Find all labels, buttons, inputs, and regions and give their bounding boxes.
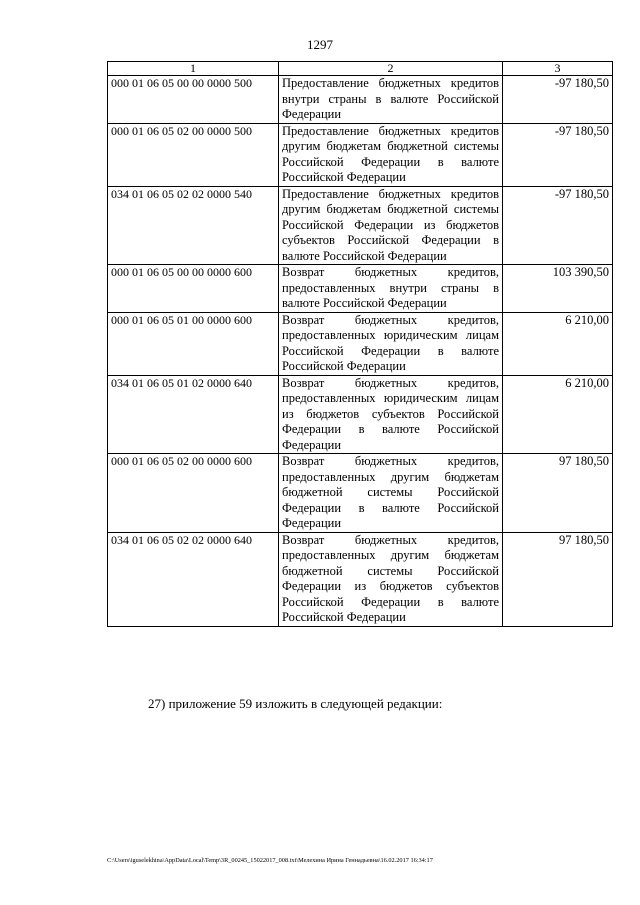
page-number: 1297 xyxy=(307,37,333,52)
item-amount: 6 210,00 xyxy=(503,312,613,375)
table-row xyxy=(108,532,613,626)
item-amount: -97 180,50 xyxy=(503,123,613,186)
item-name: Возврат бюджетных кредитов, предоставленных другим бюджетам бюджетной системы Российской Федерации из бюджетов субъектов Российской Федерации в валюте Российской Федерации xyxy=(279,532,503,626)
budget-code: 000 01 06 05 02 00 0000 500 xyxy=(108,123,279,186)
budget-code: 034 01 06 05 01 02 0000 640 xyxy=(108,375,279,454)
item-name: Предоставление бюджетных кредитов внутри страны в валюте Российской Федерации xyxy=(279,76,503,124)
budget-code: 034 01 06 05 02 02 0000 540 xyxy=(108,186,279,265)
table-row xyxy=(108,265,613,313)
column-header: 3 xyxy=(503,62,613,76)
column-header: 2 xyxy=(279,62,503,76)
item-name: Возврат бюджетных кредитов, предоставленных другим бюджетам бюджетной системы Российской Федерации в валюте Российской Федерации xyxy=(279,454,503,533)
budget-code: 034 01 06 05 02 02 0000 640 xyxy=(108,532,279,626)
budget-code: 000 01 06 05 00 00 0000 500 xyxy=(108,76,279,124)
item-name: Предоставление бюджетных кредитов другим бюджетам бюджетной системы Российской Федерации в валюте Российской Федерации xyxy=(279,123,503,186)
column-header: 1 xyxy=(108,62,279,76)
table-row xyxy=(108,186,613,265)
budget-code: 000 01 06 05 02 00 0000 600 xyxy=(108,454,279,533)
item-amount: 97 180,50 xyxy=(503,532,613,626)
budget-code: 000 01 06 05 00 00 0000 600 xyxy=(108,265,279,313)
item-amount: 103 390,50 xyxy=(503,265,613,313)
footer-file-path: C:\Users\iguselekhina\AppData\Local\Temp\3R_00245_15022017_008.txt\Мелехина Ирина Геннадьевна\16.02.2017 16:34:17 xyxy=(107,857,433,864)
table-header-row xyxy=(108,62,613,76)
table-row xyxy=(108,123,613,186)
item-amount: -97 180,50 xyxy=(503,76,613,124)
item-amount: 6 210,00 xyxy=(503,375,613,454)
item-name: Возврат бюджетных кредитов, предоставленных юридическим лицам Российской Федерации в валюте Российской Федерации xyxy=(279,312,503,375)
item-name: Возврат бюджетных кредитов, предоставленных внутри страны в валюте Российской Федерации xyxy=(279,265,503,313)
table-row xyxy=(108,312,613,375)
table-row xyxy=(108,76,613,124)
budget-sources-table xyxy=(107,61,613,627)
amendment-instruction: 27) приложение 59 изложить в следующей редакции: xyxy=(148,696,443,711)
item-name: Возврат бюджетных кредитов, предоставленных юридическим лицам из бюджетов субъектов Российской Федерации в валюте Российской Федерации xyxy=(279,375,503,454)
item-name: Предоставление бюджетных кредитов другим бюджетам бюджетной системы Российской Федерации из бюджетов субъектов Российской Федерации в валюте Российской Федерации xyxy=(279,186,503,265)
item-amount: 97 180,50 xyxy=(503,454,613,533)
table-row xyxy=(108,454,613,533)
table-row xyxy=(108,375,613,454)
budget-code: 000 01 06 05 01 00 0000 600 xyxy=(108,312,279,375)
item-amount: -97 180,50 xyxy=(503,186,613,265)
